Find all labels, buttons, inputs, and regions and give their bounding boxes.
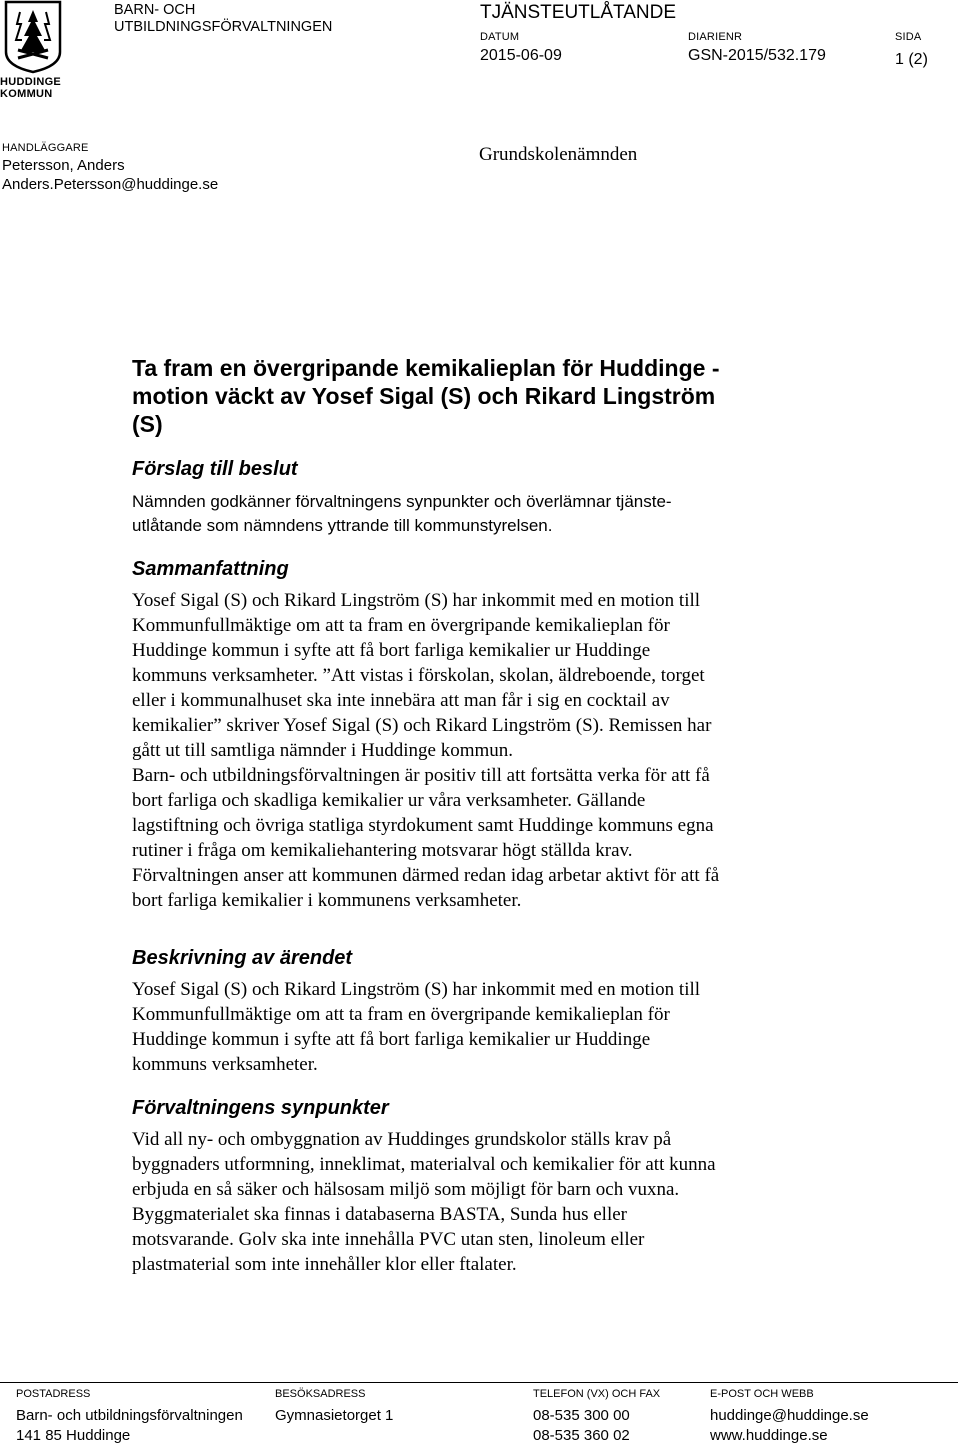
description-heading: Beskrivning av ärendet [132,947,353,969]
page-label: SIDA [895,31,922,43]
recipient: Grundskolenämnden [479,144,638,165]
summary-heading: Sammanfattning [132,558,289,580]
postal-line-2: 141 85 Huddinge [16,1427,131,1444]
summary-line: Barn- och utbildningsförvaltningen är positiv till att fortsätta verka för att få [132,765,710,786]
summary-line: Huddinge kommun i syfte att få bort farliga kemikalier ur Huddinge [132,640,651,661]
proposal-line-2: utlåtande som nämndens yttrande till kommunstyrelsen. [132,516,553,535]
document-title [132,354,932,438]
organization-line-1: BARN- OCH [114,2,196,18]
summary-line: lagstiftning och övriga statliga styrdokument samt Huddinge kommuns egna [132,815,714,836]
viewpoints-line: erbjuda en så säker och hälsosam miljö som möjligt för barn och vuxna. [132,1179,680,1200]
summary-line: eller i kommunalhuset ska inte innebära att man får i sig en cocktail av [132,690,670,711]
municipality-logo [0,0,66,104]
proposal-text [132,490,942,538]
organization-name [114,2,332,36]
footer-visit [275,1388,525,1426]
summary-line: bort farliga och skadliga kemikalier ur våra verksamheter. Gällande [132,790,646,811]
footer-web [710,1388,950,1446]
handler-email: Anders.Petersson@huddinge.se [2,176,219,193]
summary-line: kommuns verksamheter. ”Att vistas i förskolan, skolan, äldreboende, torget [132,665,705,686]
proposal-line-1: Nämnden godkänner förvaltningens synpunkter och överlämnar tjänste- [132,492,672,511]
web-label: E-POST OCH WEBB [710,1388,814,1400]
organization-line-2: UTBILDNINGSFÖRVALTNINGEN [114,19,333,35]
date-label: DATUM [480,31,520,43]
logo-text: HUDDINGE KOMMUN [0,76,62,100]
summary-line: gått ut till samtliga nämnder i Huddinge kommun. [132,740,514,761]
viewpoints-line: Vid all ny- och ombyggnation av Huddinges grundskolor ställs krav på [132,1129,672,1150]
description-line: Kommunfullmäktige om att ta fram en övergripande kemikalieplan för [132,1004,670,1025]
summary-line: kemikalier” skriver Yosef Sigal (S) och Rikard Lingström (S). Remissen har [132,715,712,736]
visit-label: BESÖKSADRESS [275,1388,366,1400]
date-value: 2015-06-09 [480,47,562,64]
description-line: Yosef Sigal (S) och Rikard Lingström (S) har inkommit med en motion till [132,979,701,1000]
diary-number-label: DIARIENR [688,31,743,43]
summary-text [132,588,932,913]
viewpoints-line: motsvarande. Golv ska inte innehålla PVC utan sten, linoleum eller [132,1229,645,1250]
title-line-3: (S) [132,411,163,437]
summary-line: rutiner i fråga om kemikaliehantering motsvarar högt ställda krav. [132,840,633,861]
handler-label: HANDLÄGGARE [2,142,89,154]
phone-label: TELEFON (VX) OCH FAX [533,1388,661,1400]
visit-line-1: Gymnasietorget 1 [275,1407,394,1424]
viewpoints-line: byggnaders utformning, inneklimat, materialval och kemikalier för att kunna [132,1154,716,1175]
postal-label: POSTADRESS [16,1388,91,1400]
footer-divider [0,1382,958,1383]
footer-website-link[interactable]: www.huddinge.se [710,1427,828,1444]
footer-email-link[interactable]: huddinge@huddinge.se [710,1407,869,1424]
document-type: TJÄNSTEUTLÅTANDE [480,2,677,23]
page-value: 1 (2) [895,51,928,68]
handler-name: Petersson, Anders [2,157,125,174]
viewpoints-line: Byggmaterialet ska finnas i databaserna BASTA, Sunda hus eller [132,1204,627,1225]
description-text [132,977,932,1077]
phone-line-1: 08-535 300 00 [533,1407,630,1424]
description-line: kommuns verksamheter. [132,1054,318,1075]
footer-postal [16,1388,266,1446]
huddinge-crest-icon [0,0,66,74]
viewpoints-text [132,1127,932,1277]
proposal-heading: Förslag till beslut [132,458,298,480]
title-line-1: Ta fram en övergripande kemikalieplan för Huddinge - [132,355,720,381]
summary-line: Förvaltningen anser att kommunen därmed redan idag arbetar aktivt för att få [132,865,720,886]
viewpoints-heading: Förvaltningens synpunkter [132,1097,389,1119]
phone-line-2: 08-535 360 02 [533,1427,630,1444]
summary-line: Kommunfullmäktige om att ta fram en övergripande kemikalieplan för [132,615,670,636]
postal-line-1: Barn- och utbildningsförvaltningen [16,1407,243,1424]
title-line-2: motion väckt av Yosef Sigal (S) och Rikard Lingström [132,383,716,409]
summary-line: bort farliga kemikalier i kommunens verksamheter. [132,890,522,911]
diary-number-value: GSN-2015/532.179 [688,47,826,64]
viewpoints-line: plastmaterial som inte innehåller klor eller ftalater. [132,1254,517,1275]
footer-phone [533,1388,703,1446]
summary-line: Yosef Sigal (S) och Rikard Lingström (S) har inkommit med en motion till [132,590,701,611]
description-line: Huddinge kommun i syfte att få bort farliga kemikalier ur Huddinge [132,1029,651,1050]
